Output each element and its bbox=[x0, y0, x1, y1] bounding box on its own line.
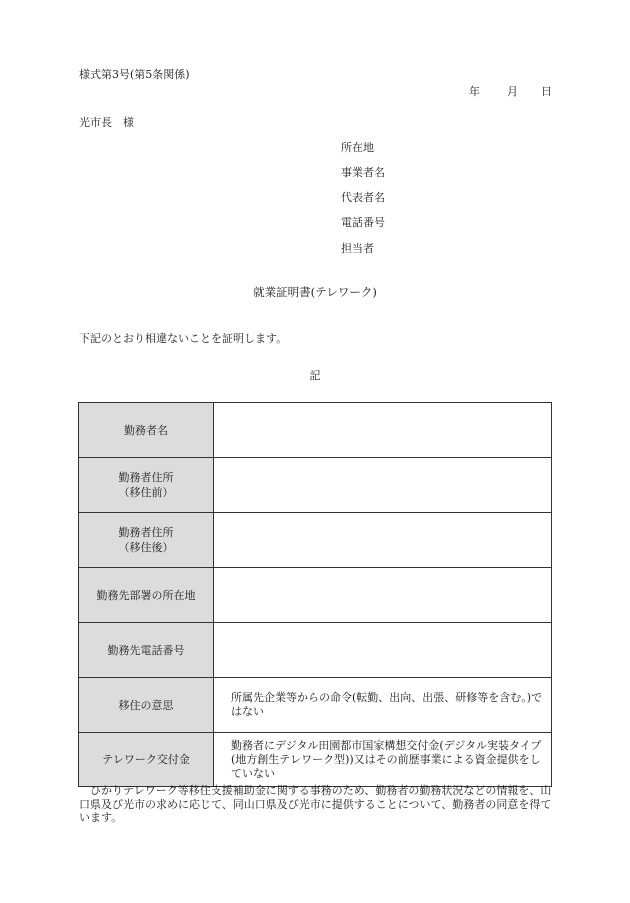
row-label-worker-name: 勤務者名 bbox=[79, 403, 214, 458]
sender-company-label: 事業者名 bbox=[341, 166, 385, 179]
addressee: 光市長 様 bbox=[79, 116, 134, 129]
office-phone-field[interactable] bbox=[214, 623, 552, 678]
row-label-office-phone: 勤務先電話番号 bbox=[79, 623, 214, 678]
date-day-label: 日 bbox=[541, 85, 552, 98]
consent-footnote: ひかりテレワーク等移住支援補助金に関する事務のため、勤務者の勤務状況などの情報を、山口県及び光市の求めに応じて、同山口県及び光市に提供することについて、勤務者の同意を得ています。 bbox=[79, 784, 552, 824]
document-title: 就業証明書(テレワーク) bbox=[253, 285, 377, 299]
table-row bbox=[79, 403, 552, 458]
table-row bbox=[79, 513, 552, 568]
sender-phone-label: 電話番号 bbox=[341, 216, 385, 229]
ki-heading: 記 bbox=[309, 369, 321, 382]
table-row bbox=[79, 458, 552, 513]
sender-representative-label: 代表者名 bbox=[341, 191, 385, 204]
row-label-telework-grant: テレワーク交付金 bbox=[79, 733, 214, 787]
date-month-label: 月 bbox=[507, 85, 518, 98]
sender-contact-label: 担当者 bbox=[341, 242, 374, 255]
form-number: 様式第3号(第5条関係) bbox=[79, 68, 190, 81]
address-after-field[interactable] bbox=[214, 513, 552, 568]
office-location-field[interactable] bbox=[214, 568, 552, 623]
telework-grant-statement: 勤務者にデジタル田園都市国家構想交付金(デジタル実装タイプ(地方創生テレワーク型))又はその前歴事業による資金提供をしていない bbox=[214, 733, 552, 787]
intro-text: 下記のとおり相違ないことを証明します。 bbox=[79, 332, 288, 345]
worker-name-field[interactable] bbox=[214, 403, 552, 458]
date-year-label: 年 bbox=[469, 85, 480, 98]
table-row bbox=[79, 678, 552, 733]
sender-address-label: 所在地 bbox=[341, 141, 374, 154]
row-label-relocation-intent: 移住の意思 bbox=[79, 678, 214, 733]
address-before-field[interactable] bbox=[214, 458, 552, 513]
certificate-table bbox=[78, 402, 552, 787]
row-label-office-location: 勤務先部署の所在地 bbox=[79, 568, 214, 623]
row-label-address-after: 勤務者住所 （移住後） bbox=[79, 513, 214, 568]
table-row bbox=[79, 623, 552, 678]
table-row bbox=[79, 733, 552, 787]
row-label-address-before: 勤務者住所 （移住前） bbox=[79, 458, 214, 513]
relocation-intent-statement: 所属先企業等からの命令(転勤、出向、出張、研修等を含む。)ではない bbox=[214, 678, 552, 733]
table-row bbox=[79, 568, 552, 623]
